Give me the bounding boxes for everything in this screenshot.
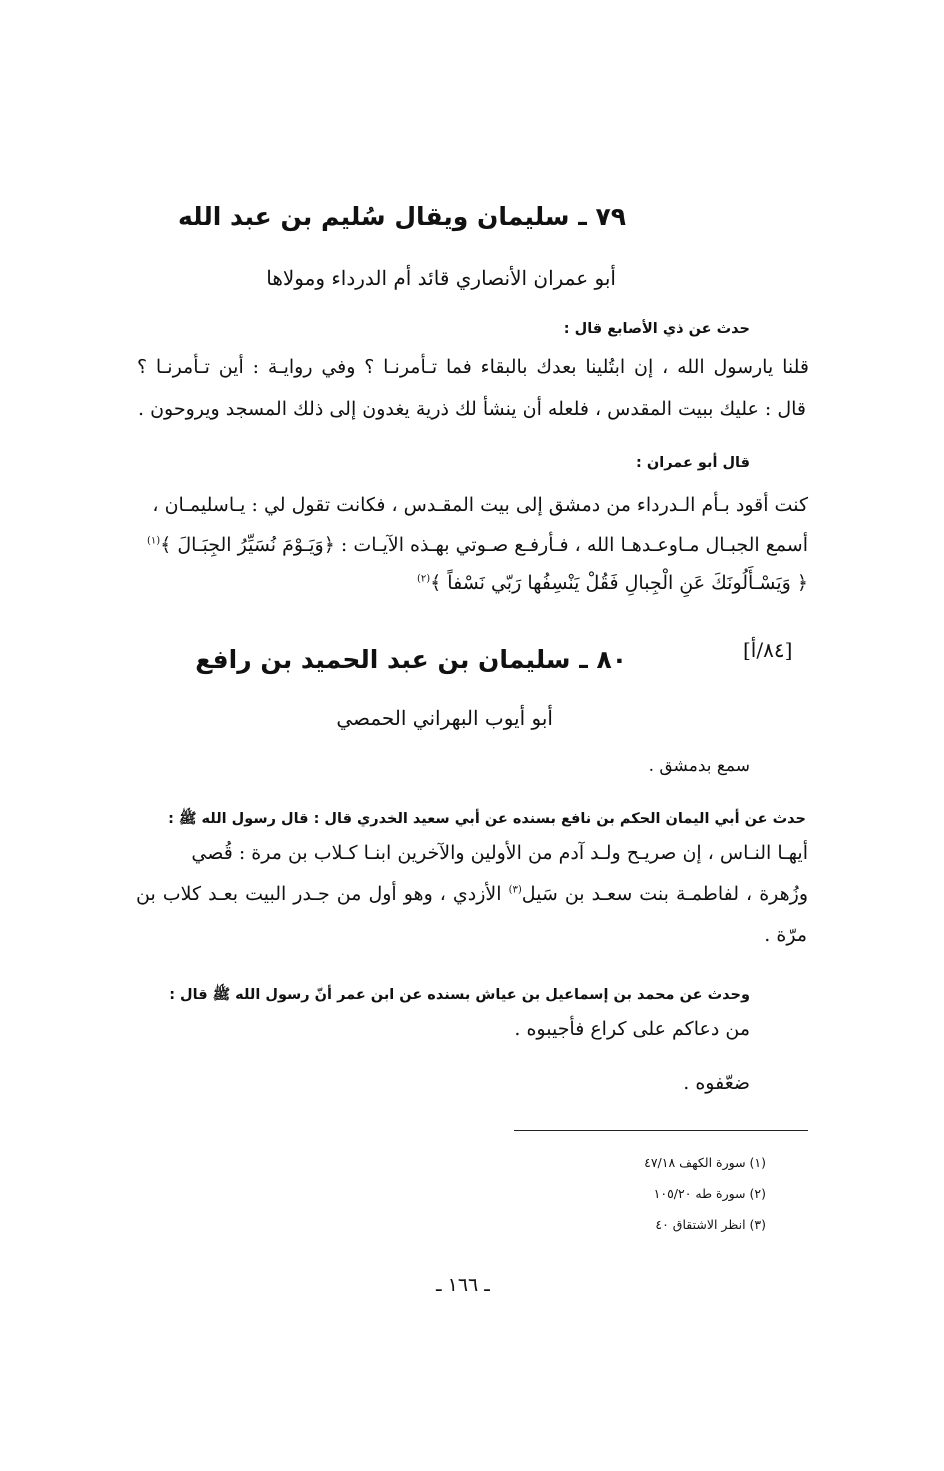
entry-80-heard: سمع بدمشق . [648,756,750,776]
entry-79-text-2-line-2-text: أسمع الجبـال مـاوعـدهـا الله ، فـأرفـع صـوتي بهـذه الآيـات : ﴿وَيَـوْمَ نُسَيِّرُ الجِبَـالَ ﴾ [160,534,808,556]
footnote-ref-2: (٢) [416,573,431,585]
entry-79-text-2-line-3-text: ﴿ وَيَسْـأَلُونَكَ عَنِ الْجِبالِ فَقُلْ يَنْسِفُها رَبّي نَسْفاً ﴾ [430,572,808,594]
entry-80-isnad-2: وحدث عن محمد بن إسماعيل بن عياش بسنده عن ابن عمر أنّ رسول الله ﷺ قال : [169,987,750,1003]
entry-79-title: ٧٩ ـ سليمان ويقال سُليم بن عبد الله [177,202,626,231]
entry-80-text-1-line-2b: الأزدي ، وهو أول من جـدر البيت بعـد كلاب بن [136,883,502,905]
entry-79-text-1-line-2: قال : عليك ببيت المقدس ، فلعله أن ينشأ لك ذرية يغدون إلى ذلك المسجد ويروحون . [137,398,806,420]
entry-79-text-2-line-3 [417,572,808,594]
entry-80-text-2: من دعاكم على كراع فأجيبوه . [514,1018,750,1040]
footnote-1: (١) سورة الكهف ٤٧/١٨ [644,1155,766,1170]
entry-80-text-1-line-2 [136,883,808,905]
footnote-ref-1: (١) [146,535,161,547]
entry-80-isnad-1: حدث عن أبي اليمان الحكم بن نافع بسنده عن أبي سعيد الخدري قال : قال رسول الله ﷺ : [168,811,806,827]
entry-79-isnad-2: قال أبو عمران : [636,455,750,471]
folio-marker: [٨٤/أ] [743,638,793,662]
entry-80-title: ٨٠ ـ سليمان بن عبد الحميد بن رافع [195,645,627,674]
entry-79-subtitle: أبو عمران الأنصاري قائد أم الدرداء ومولاها [266,266,616,290]
footnote-divider [514,1130,808,1131]
footnote-2: (٢) سورة طه ١٠٥/٢٠ [653,1186,766,1201]
entry-79-text-2-line-2 [136,534,808,556]
footnote-ref-3: (٣) [508,884,522,896]
entry-79-isnad-1: حدث عن ذي الأصابع قال : [563,321,750,337]
entry-80-subtitle: أبو أيوب البهراني الحمصي [336,706,553,730]
page-number: ـ ١٦٦ ـ [436,1274,490,1296]
entry-80-text-1-line-1: أيهـا النـاس ، إن صريـح ولـد آدم من الأولين والآخرين ابنـا كـلاب بن مرة : قُصي [191,842,808,864]
entry-80-text-1-line-3: مرّة . [764,924,807,946]
entry-80-text-3: ضعّفوه . [683,1072,750,1094]
entry-79-text-1-line-1: قلنا يارسول الله ، إن ابتُلينا بعدك بالبقاء فما تـأمرنـا ؟ وفي روايـة : أين تـأمرنـا ؟ [137,356,809,378]
entry-79-text-2-line-1: كنت أقود بـأم الـدرداء من دمشق إلى بيت المقـدس ، فكانت تقول لي : يـاسليمـان ، [152,494,808,516]
footnote-3: (٣) انظر الاشتقاق ٤٠ [655,1217,766,1232]
entry-80-text-1-line-2a: وزُهرة ، لفاطمـة بنت سعـد بن سَيل [521,883,808,905]
